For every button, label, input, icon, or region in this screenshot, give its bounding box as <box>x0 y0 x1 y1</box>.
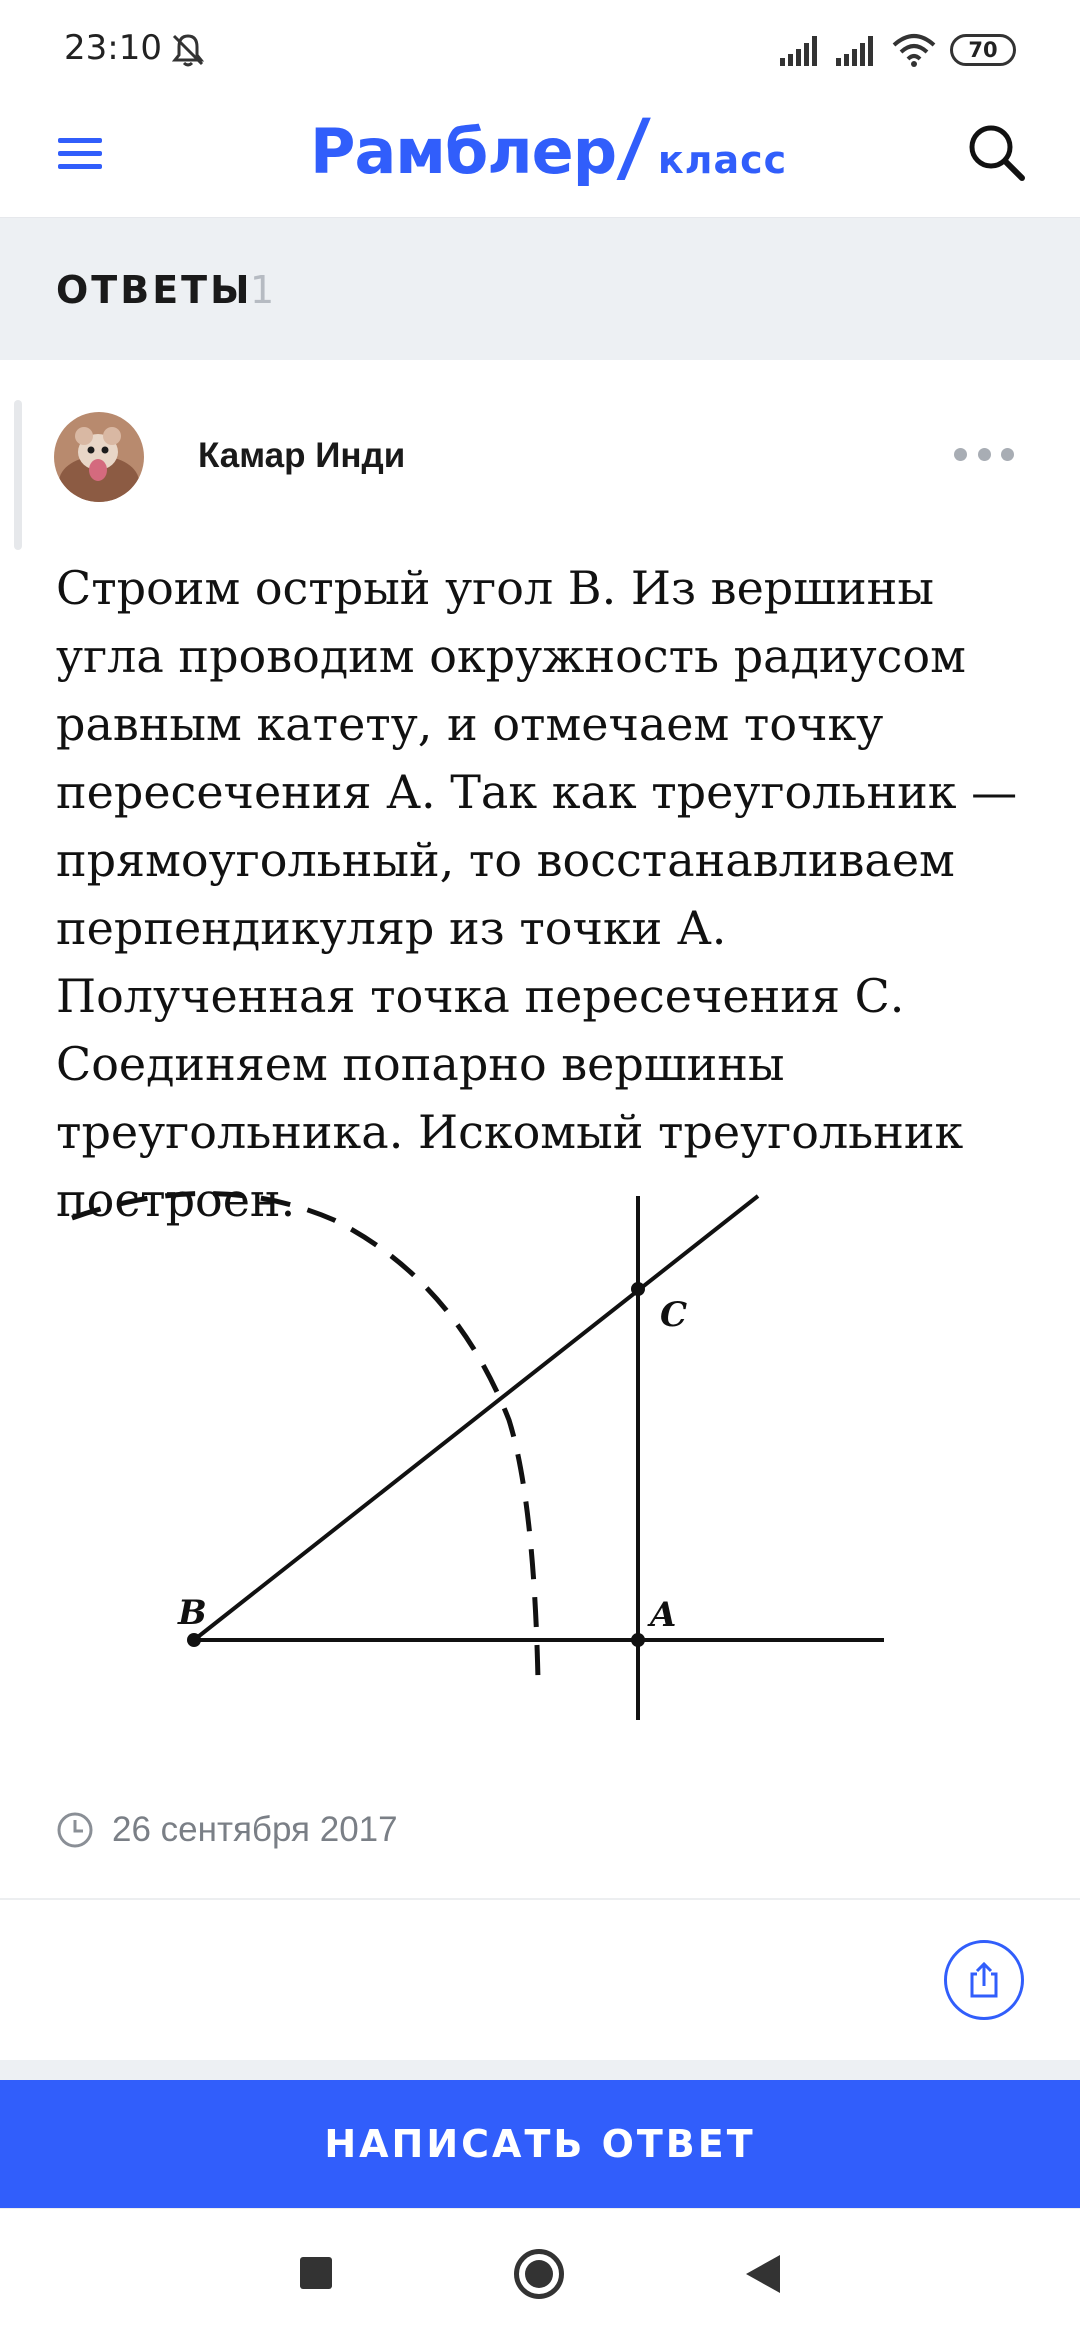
recent-apps-icon[interactable] <box>300 2257 332 2289</box>
logo-main-text: Рамблер <box>310 115 617 188</box>
back-icon[interactable] <box>746 2255 780 2293</box>
answer-card <box>0 360 1080 2060</box>
author-name[interactable]: Камар Инди <box>198 436 406 475</box>
home-icon[interactable] <box>514 2249 564 2299</box>
status-time: 23:10 <box>64 28 162 68</box>
share-icon <box>964 1960 1004 2000</box>
divider <box>0 1898 1080 1900</box>
answer-date <box>56 1810 398 1850</box>
battery-icon <box>950 34 1016 66</box>
more-options-icon[interactable] <box>954 448 1014 464</box>
scroll-indicator <box>14 400 22 550</box>
system-nav-bar <box>0 2208 1080 2340</box>
answers-section-header <box>0 218 1080 360</box>
point-c-label: C <box>660 1295 688 1335</box>
battery-level: 70 <box>968 38 998 62</box>
point-a-label: A <box>650 1595 677 1635</box>
hamburger-menu-icon[interactable] <box>56 134 104 174</box>
signal-icon <box>780 34 822 66</box>
status-icons <box>780 30 1016 70</box>
signal-icon <box>836 34 878 66</box>
answer-date-text: 26 сентября 2017 <box>112 1810 398 1849</box>
answers-count: 1 <box>250 268 277 312</box>
write-answer-button[interactable]: НАПИСАТЬ ОТВЕТ <box>0 2080 1080 2208</box>
triangle-construction-figure <box>54 1180 954 1720</box>
wifi-icon <box>892 33 936 67</box>
mute-icon <box>168 30 208 70</box>
share-button[interactable] <box>944 1940 1024 2020</box>
logo-slash: / <box>615 102 653 191</box>
app-header <box>0 96 1080 218</box>
search-icon[interactable] <box>964 120 1028 184</box>
avatar[interactable] <box>54 412 144 502</box>
answers-title: ОТВЕТЫ <box>56 268 253 312</box>
clock-icon <box>56 1811 94 1849</box>
status-bar <box>0 0 1080 96</box>
rambler-klass-logo[interactable] <box>310 102 787 191</box>
section-gap <box>0 2060 1080 2080</box>
point-b-label: B <box>178 1593 207 1633</box>
answer-text: Строим острый угол В. Из вершины угла проводим окружность радиусом равным катету, и отмечаем точку пересечения А. Так как треугольник — прямоугольный, то восстанавливаем перпендикуляр из точки А. Полученная точка пересечения С. Соединяем попарно вершины треугольника. Искомый треугольник построен. <box>56 561 1018 1227</box>
logo-sub-text: класс <box>657 138 788 182</box>
avatar-image <box>54 412 144 502</box>
